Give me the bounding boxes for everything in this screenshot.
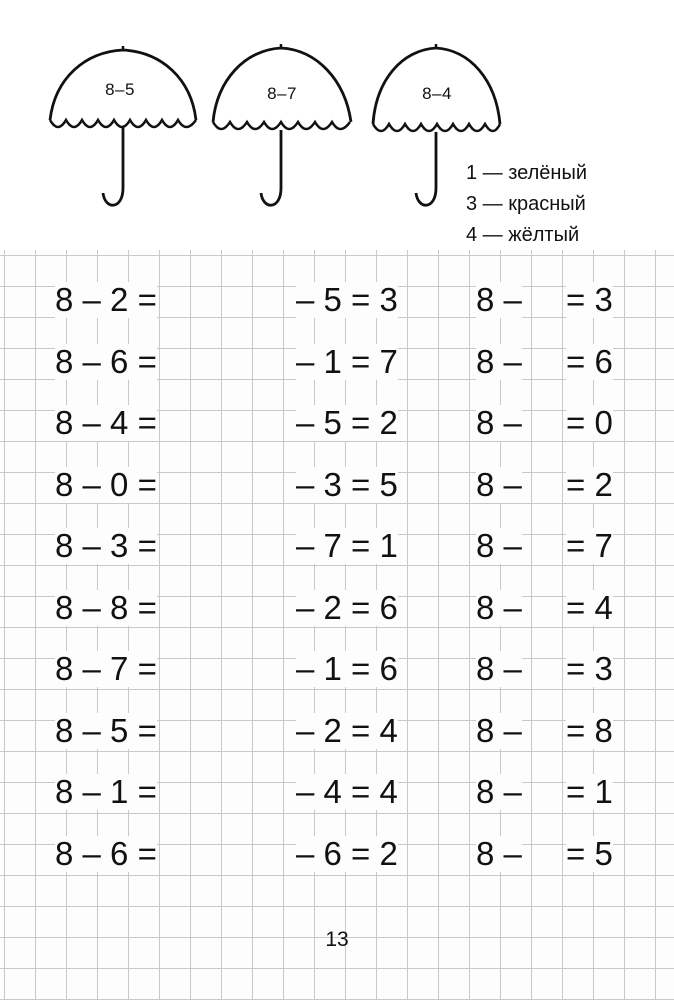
umbrella-label: 8–4 <box>422 84 452 103</box>
expression-col2: – 3 = 5 <box>296 465 398 503</box>
expression-col3-left: 8 – <box>476 773 522 810</box>
expression-col3-left: 8 – <box>476 650 522 687</box>
umbrella-label: 8–5 <box>105 80 135 99</box>
expression-col2: – 5 = 2 <box>296 404 398 441</box>
expression-col3-left: 8 – <box>476 404 522 441</box>
expression-col2: – 4 = 4 <box>296 773 398 810</box>
expression-col1: 8 – 6 = <box>55 834 157 872</box>
expression-col3-right: = 6 <box>566 342 613 380</box>
expression-col3-right: = 0 <box>566 404 613 441</box>
expression-col3-right: = 7 <box>566 527 613 564</box>
expression-col1: 8 – 8 = <box>55 588 157 626</box>
expression-col1: 8 – 2 = <box>55 281 157 318</box>
expression-col2: – 7 = 1 <box>296 527 398 564</box>
expression-col1: 8 – 4 = <box>55 404 157 441</box>
umbrella-label: 8–7 <box>267 84 297 103</box>
expression-col2: – 5 = 3 <box>296 281 398 318</box>
umbrella-1 <box>45 38 205 213</box>
umbrella-icon <box>45 38 205 213</box>
expression-col1: 8 – 7 = <box>55 650 157 687</box>
expression-col3-right: = 3 <box>566 281 613 318</box>
expression-col3-right: = 1 <box>566 773 613 810</box>
expression-col1: 8 – 3 = <box>55 527 157 564</box>
umbrella-icon <box>207 38 367 213</box>
expression-col3-right: = 8 <box>566 711 613 749</box>
expression-col1: 8 – 0 = <box>55 465 157 503</box>
expression-col1: 8 – 5 = <box>55 711 157 749</box>
umbrella-2 <box>207 38 367 213</box>
expression-col2: – 1 = 6 <box>296 650 398 687</box>
legend-item: 1 — зелёный <box>466 162 588 184</box>
expression-col1: 8 – 6 = <box>55 342 157 380</box>
expression-col2: – 2 = 6 <box>296 588 398 626</box>
expression-col3-left: 8 – <box>476 342 522 380</box>
expression-col3-right: = 2 <box>566 465 613 503</box>
color-legend <box>466 158 587 251</box>
expression-col2: – 6 = 2 <box>296 834 398 872</box>
expression-col3-left: 8 – <box>476 465 522 503</box>
expression-col3-left: 8 – <box>476 527 522 564</box>
expression-col3-right: = 4 <box>566 588 613 626</box>
legend-item: 3 — красный <box>466 193 586 215</box>
expression-col3-right: = 3 <box>566 650 613 687</box>
expression-col3-right: = 5 <box>566 834 613 872</box>
expression-col1: 8 – 1 = <box>55 773 157 810</box>
expression-col3-left: 8 – <box>476 281 522 318</box>
page-number: 13 <box>325 928 349 951</box>
legend-item: 4 — жёлтый <box>466 224 580 246</box>
expression-col3-left: 8 – <box>476 711 522 749</box>
expression-col2: – 1 = 7 <box>296 342 398 380</box>
expression-col2: – 2 = 4 <box>296 711 398 749</box>
expression-col3-left: 8 – <box>476 834 522 872</box>
expression-col3-left: 8 – <box>476 588 522 626</box>
